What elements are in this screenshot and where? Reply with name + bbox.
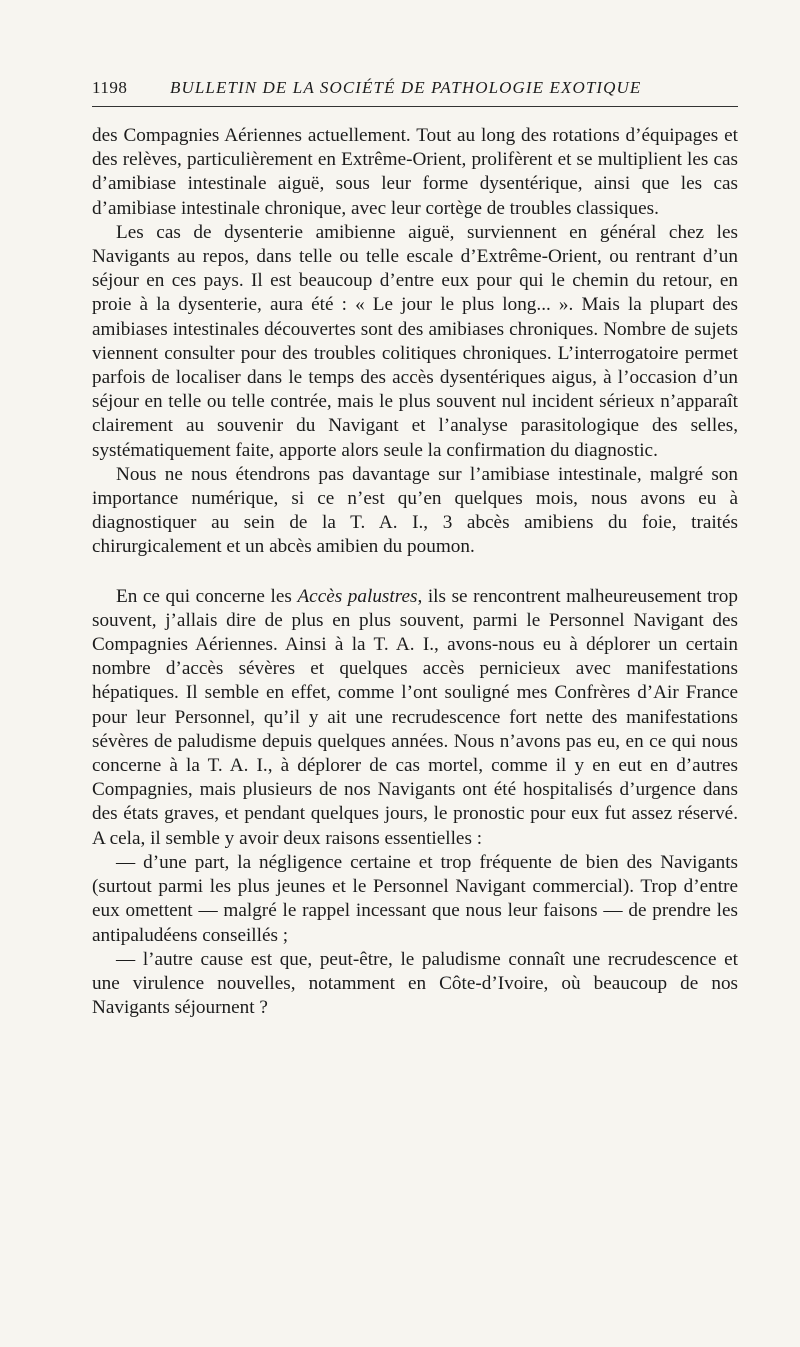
paragraph-2: Les cas de dysenterie amibienne aiguë, surviennent en général chez les Navigants au repos, dans telle ou telle escale d’Extrême-Orient, ou rentrant d’un séjour en ces pays. Il est beaucoup d’entre eux pour qui le chemin du retour, en proie à la dysenterie, aura été : « Le jour le plus long... ». Mais la plupart des amibiases intestinales découvertes sont des amibiases chroniques. Nombre de sujets viennent consulter pour des troubles colitiques chroniques. L’interrogatoire permet parfois de localiser dans le temps des accès dysentériques aigus, à l’occasion d’un séjour en telle ou telle contrée, mais le plus souvent nul incident sérieux n’apparaît clairement au souvenir du Navigant et l’analyse parasitologique des selles, systématiquement faite, apporte alors seule la confirmation du diagnostic. [92, 221, 738, 461]
paragraph-5: — d’une part, la négligence certaine et trop fréquente de bien des Navigants (surtout parmi les plus jeunes et le Personnel Navigant commercial). Trop d’entre eux omettent — malgré le rappel incessant que nous leur faisons — de prendre les antipaludéens conseillés ; [92, 851, 738, 946]
paragraph-6: — l’autre cause est que, peut-être, le paludisme connaît une recrudescence et une virulence nouvelles, notamment en Côte-d’Ivoire, où beaucoup de nos Navigants séjournent ? [92, 948, 738, 1019]
paragraph-4 [92, 585, 738, 851]
running-title: BULLETIN DE LA SOCIÉTÉ DE PATHOLOGIE EXOTIQUE [170, 78, 642, 97]
paragraph-4-rest: , ils se rencontrent malheureusement trop souvent, j’allais dire de plus en plus souvent, parmi le Personnel Navigant des Compagnies Aériennes. Ainsi à la T. A. I., avons-nous eu à déplorer un certain nombre d’accès sévères et quelques accès pernicieux avec manifestations hépatiques. Il semble en effet, comme l’ont souligné mes Confrères d’Air France pour leur Personnel, qu’il y ait une recrudescence fort nette des manifestations sévères de paludisme depuis quelques années. Nous n’avons pas eu, en ce qui nous concerne à la T. A. I., à déplorer de cas mortel, comme il y en eut en d’autres Compagnies, mais plusieurs de nos Navigants ont été hospitalisés d’urgence dans des états graves, et pendant quelques jours, le pronostic pour eux fut assez réservé. A cela, il semble y avoir deux raisons essentielles : [92, 585, 738, 849]
article-body [92, 124, 738, 1020]
page-number: 1198 [92, 78, 128, 97]
running-header [92, 78, 738, 107]
paragraph-3: Nous ne nous étendrons pas davantage sur l’amibiase intestinale, malgré son importance numérique, si ce n’est qu’en quelques mois, nous avons eu à diagnostiquer au sein de la T. A. I., 3 abcès amibiens du foie, traités chirurgicalement et un abcès amibien du poumon. [92, 463, 738, 558]
paragraph-4-intro: En ce qui concerne les [116, 585, 298, 607]
paragraph-1: des Compagnies Aériennes actuellement. Tout au long des rotations d’équipages et des relèves, particulièrement en Extrême-Orient, prolifèrent et se multiplient les cas d’amibiase intestinale aiguë, sous leur forme dysentérique, ainsi que les cas d’amibiase intestinale chronique, avec leur cortège de troubles classiques. [92, 125, 738, 219]
paragraph-4-italic-term: Accès palustres [297, 585, 418, 607]
